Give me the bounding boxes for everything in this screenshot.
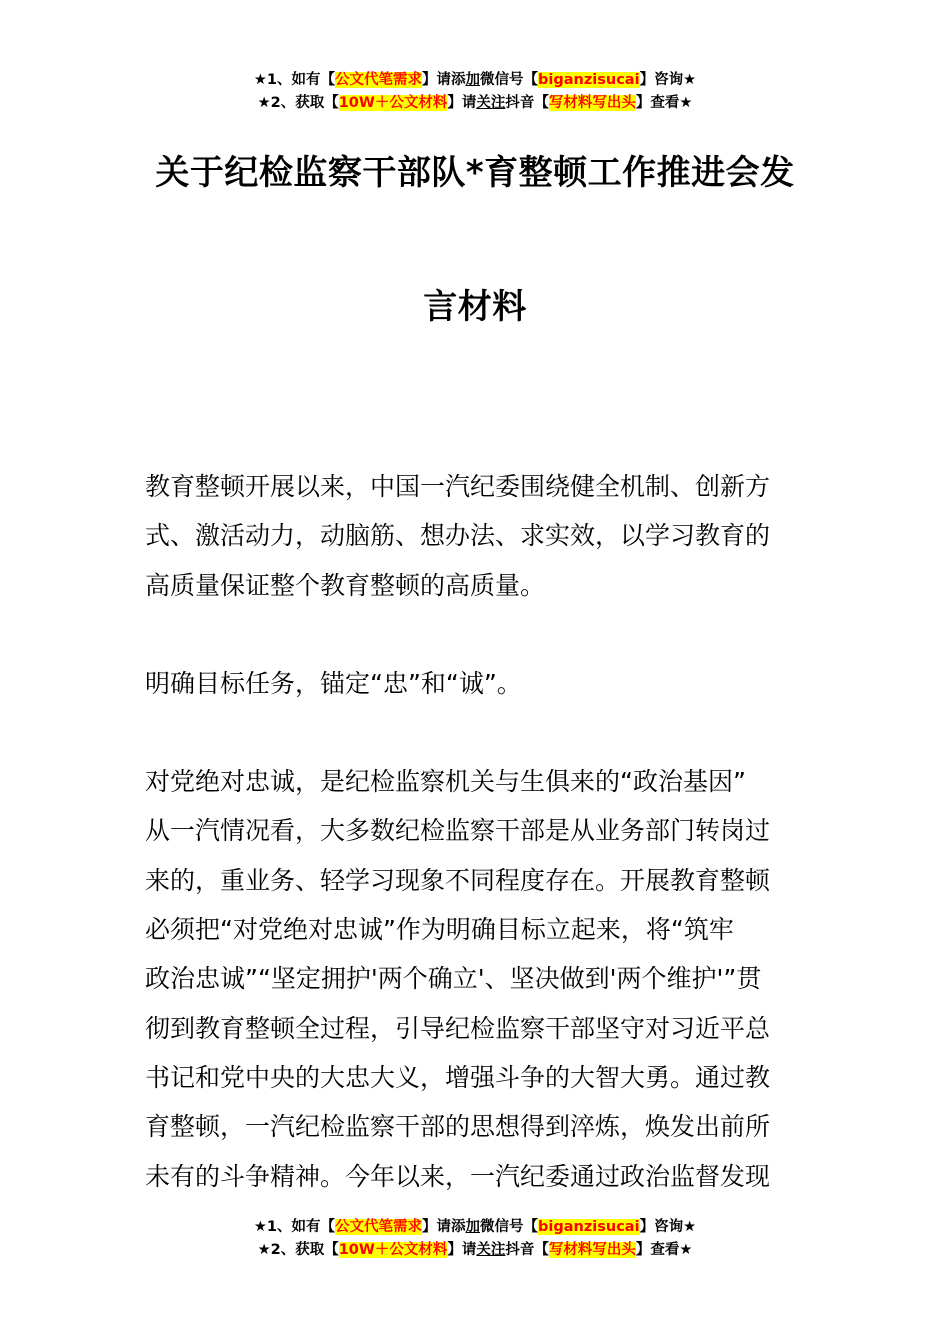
banner-text: ★2、获取【 — [257, 1242, 339, 1258]
footer-banner — [0, 1216, 950, 1262]
banner-text: 】咨询★ — [639, 1219, 697, 1235]
banner-text: 】查看★ — [635, 1242, 693, 1258]
text-line: 明确目标任务，锚定“忠”和“诚”。 — [145, 668, 522, 698]
banner-highlight: 10W＋公文材料 — [338, 1242, 448, 1258]
banner-line-1 — [0, 69, 950, 92]
text-line: 必须把“对党绝对忠诚”作为明确目标立起来，将“筑牢 — [145, 915, 734, 945]
text-line: 未有的斗争精神。今年以来，一汽纪委通过政治监督发现 — [145, 1161, 771, 1191]
text-line: 政治忠诚”“坚定拥护'两个确立'、坚决做到'两个维护'”贯 — [145, 964, 762, 994]
banner-highlight: 10W＋公文材料 — [338, 95, 448, 111]
banner-underlined: 加 — [465, 1219, 481, 1235]
paragraph-body — [145, 757, 807, 1201]
banner-text: 】咨询★ — [639, 72, 697, 88]
document-title — [140, 138, 810, 342]
text-line: 书记和党中央的大忠大义，增强斗争的大智大勇。通过教 — [145, 1062, 771, 1092]
banner-highlight: 公文代笔需求 — [335, 1219, 423, 1235]
banner-underlined: 关注 — [476, 1242, 506, 1258]
text-line: 育整顿，一汽纪检监察干部的思想得到淬炼，焕发出前所 — [145, 1112, 771, 1142]
banner-text: 】请添 — [422, 1219, 466, 1235]
banner-underlined: 加 — [465, 72, 481, 88]
banner-highlight-douyin: 写材料写出头 — [548, 95, 636, 111]
banner-text: 抖音【 — [505, 95, 549, 111]
banner-highlight-wechat-id: biganzisucai — [538, 72, 640, 88]
text-line: 彻到教育整顿全过程，引导纪检监察干部坚守对习近平总 — [145, 1013, 771, 1043]
banner-line-2 — [0, 1239, 950, 1262]
banner-line-2 — [0, 92, 950, 115]
banner-text: 】查看★ — [635, 95, 693, 111]
banner-text: 】请添 — [422, 72, 466, 88]
title-line-2: 言材料 — [423, 287, 527, 327]
paragraph-intro — [145, 462, 807, 610]
text-line: 式、激活动力，动脑筋、想办法、求实效，以学习教育的 — [145, 521, 771, 551]
banner-highlight: 公文代笔需求 — [335, 72, 423, 88]
banner-text: 微信号【 — [480, 1219, 539, 1235]
banner-text: 抖音【 — [505, 1242, 549, 1258]
banner-text: ★2、获取【 — [257, 95, 339, 111]
document-body — [145, 462, 807, 1201]
banner-text: ★1、如有【 — [253, 72, 336, 88]
text-line: 来的，重业务、轻学习现象不同程度存在。开展教育整顿 — [145, 865, 771, 895]
banner-text: 】请 — [447, 95, 477, 111]
text-line: 从一汽情况看，大多数纪检监察干部是从业务部门转岗过 — [145, 816, 771, 846]
banner-text: 微信号【 — [480, 72, 539, 88]
paragraph-heading — [145, 659, 807, 708]
title-line-1: 关于纪检监察干部队*育整顿工作推进会发 — [155, 153, 795, 193]
banner-underlined: 关注 — [476, 95, 506, 111]
text-line: 高质量保证整个教育整顿的高质量。 — [145, 570, 546, 600]
banner-highlight-wechat-id: biganzisucai — [538, 1219, 640, 1235]
text-line: 教育整顿开展以来，中国一汽纪委围绕健全机制、创新方 — [145, 472, 771, 501]
text-line: 对党绝对忠诚，是纪检监察机关与生俱来的“政治基因” — [145, 767, 746, 797]
banner-text: 】请 — [447, 1242, 477, 1258]
banner-highlight-douyin: 写材料写出头 — [548, 1242, 636, 1258]
banner-line-1 — [0, 1216, 950, 1239]
header-banner — [0, 69, 950, 115]
banner-text: ★1、如有【 — [253, 1219, 336, 1235]
